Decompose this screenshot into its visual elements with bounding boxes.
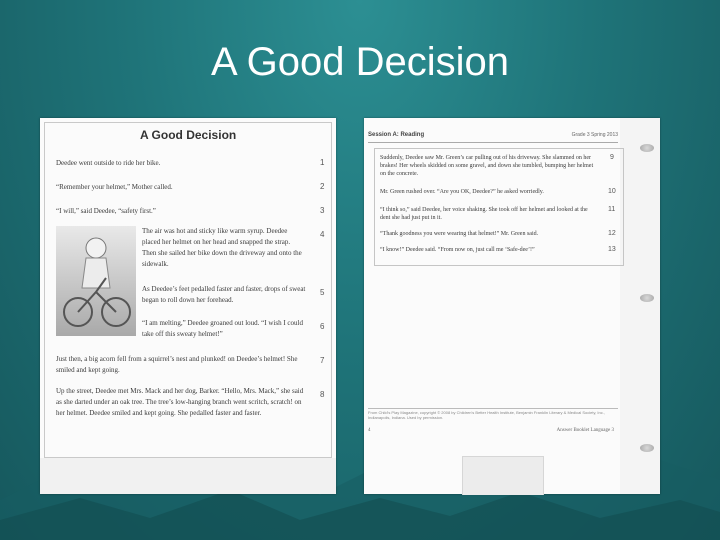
- paragraph-number: 5: [320, 288, 325, 297]
- paragraph: As Deedee’s feet pedalled faster and faster, drops of sweat began to roll down her forehead.: [142, 285, 306, 304]
- binder-hole: [640, 444, 654, 452]
- paragraph: “I know!” Deedee said. “From now on, just call me ‘Safe-dee’!”: [380, 247, 535, 253]
- binder-hole: [640, 144, 654, 152]
- paragraph: “I think so,” said Deedee, her voice shaking. She took off her helmet and looked at the dent she had just put in it.: [380, 207, 588, 221]
- paragraph: “Remember your helmet,” Mother called.: [56, 183, 173, 191]
- paragraph: “I am melting,” Deedee groaned out loud. “I wish I could take off this sweaty helmet!”: [142, 319, 303, 338]
- story-page-right: [364, 118, 660, 494]
- paragraph: Just then, a big acorn fell from a squirrel’s nest and plunked! on Deedee’s helmet! She smiled and kept going.: [56, 355, 298, 374]
- slide-title: A Good Decision: [211, 40, 509, 84]
- paragraph: “I will,” said Deedee, “safety first.”: [56, 207, 156, 215]
- page-footer-area: [40, 458, 336, 494]
- binder-clip: [462, 456, 544, 495]
- paragraph-number: 10: [608, 188, 616, 195]
- paragraph-number: 12: [608, 230, 616, 237]
- section-label: Session A: Reading: [368, 132, 425, 138]
- grade-label: Grade 3 Spring 2013: [571, 132, 618, 138]
- paragraph-number: 11: [608, 206, 616, 213]
- paragraph-number: 2: [320, 182, 325, 191]
- binder-hole: [640, 294, 654, 302]
- story-page-left: [40, 118, 336, 494]
- paragraph-number: 6: [320, 322, 325, 331]
- story-title: A Good Decision: [140, 128, 237, 142]
- child-on-bike-photo: [56, 226, 136, 336]
- paragraph-number: 8: [320, 390, 325, 399]
- paragraph: Up the street, Deedee met Mrs. Mack and her dog, Barker. “Hello, Mrs. Mack,” she said as she darted under an oak tree. The tree’s low-hanging branch went scritch, scratch! on her helmet. Deedee smiled and kept going. She pedalled faster and faster.: [56, 387, 304, 417]
- paragraph-number: 4: [320, 230, 325, 239]
- paragraph: Mr. Green rushed over. “Are you OK, Deedee?” he asked worriedly.: [380, 189, 544, 195]
- paragraph-number: 1: [320, 158, 325, 167]
- copyright-credit: From Child's Play Magazine, copyright © 2008 by Children's Better Health Institute, Benjamin Franklin Literary & Medical Society, Inc., Indianapolis, Indiana. Used by permission.: [368, 410, 605, 420]
- binder-edge: [620, 118, 660, 494]
- paragraph-number: 9: [610, 154, 614, 161]
- paragraph-number: 13: [608, 246, 616, 253]
- paragraph-number: 7: [320, 356, 325, 365]
- page-number: 4: [368, 428, 371, 433]
- paragraph: “Thank goodness you were wearing that helmet!” Mr. Green said.: [380, 231, 539, 237]
- paragraph: The air was hot and sticky like warm syrup. Deedee placed her helmet on her head and snapped the strap. Then she sailed her bike down the driveway and onto the sidewalk.: [142, 227, 302, 268]
- paragraph: Deedee went outside to ride her bike.: [56, 159, 161, 167]
- page-header: [368, 132, 618, 143]
- paragraph: Suddenly, Deedee saw Mr. Green’s car pulling out of his driveway. She slammed on her brakes! Her wheels skidded on some gravel, and down she tumbled, bumping her helmet on the concrete.: [380, 155, 594, 177]
- booklet-label: Answer Booklet Language 3: [556, 428, 614, 433]
- footer-rule: [368, 408, 618, 409]
- paragraph-number: 3: [320, 206, 325, 215]
